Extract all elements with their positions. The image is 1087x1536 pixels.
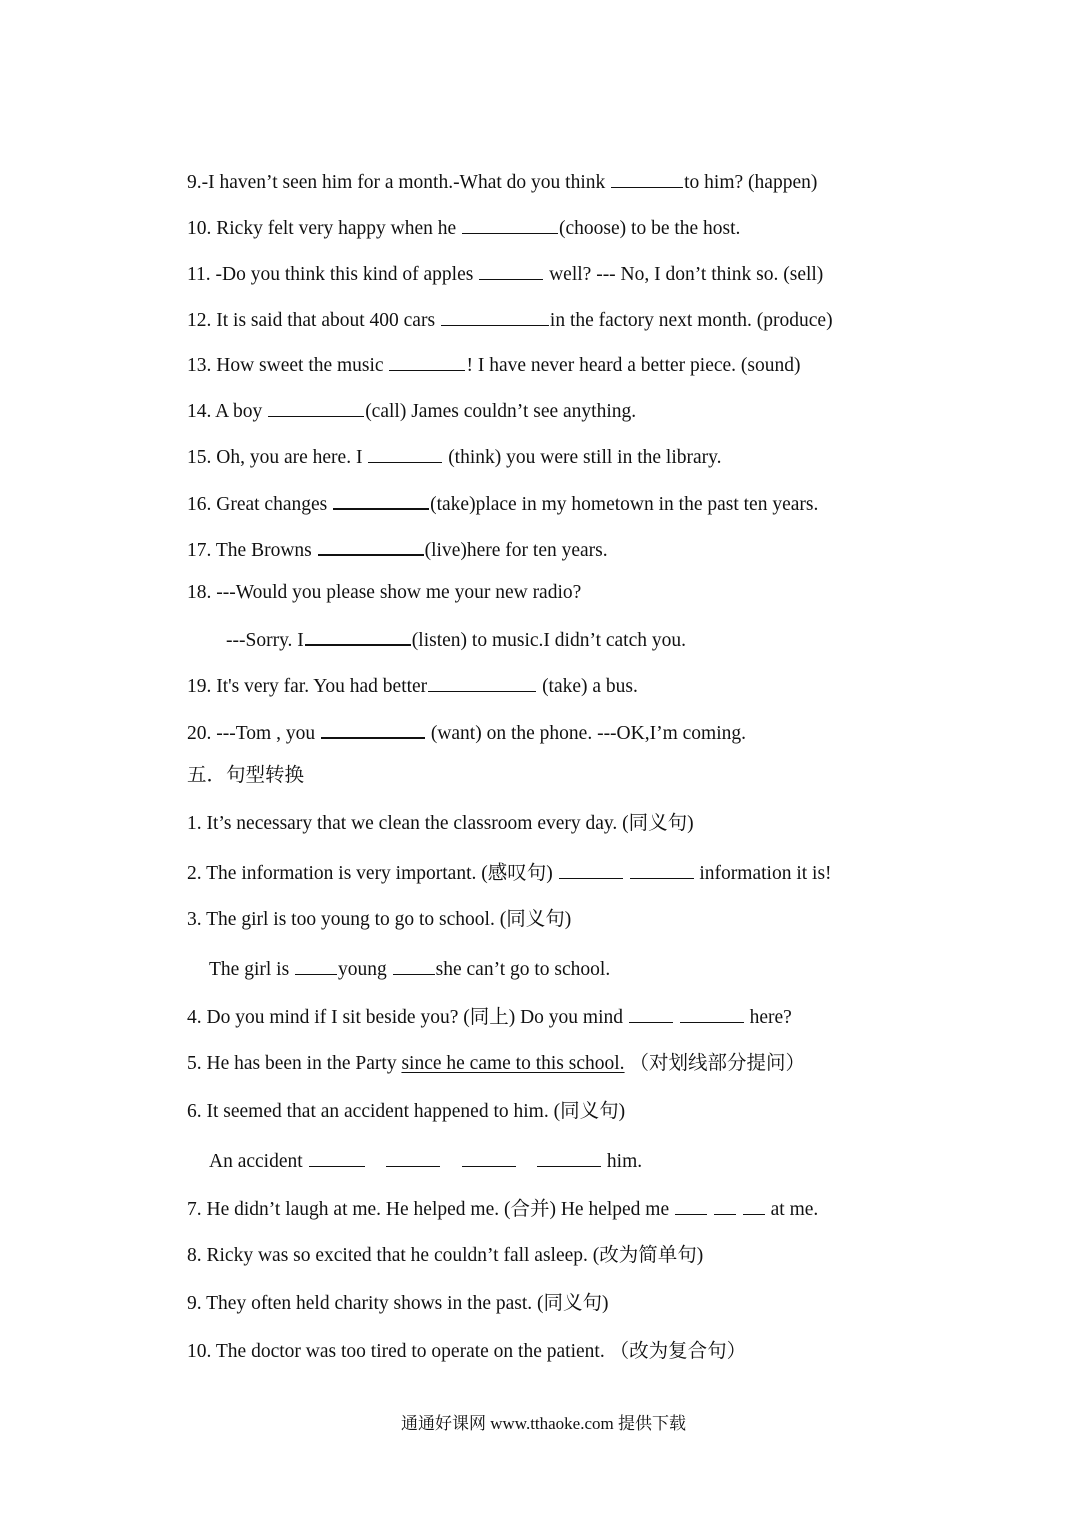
page-footer: 通通好课网 www.tthaoke.com 提供下载 (400, 1414, 687, 1433)
answer-blank[interactable] (462, 215, 558, 234)
question-10: 10. Ricky felt very happy when he (choose) to be the host. (187, 215, 740, 241)
answer-blank[interactable] (368, 444, 442, 463)
question-18-prompt: 18. ---Would you please show me your new radio? (187, 582, 582, 603)
transform-10: 10. The doctor was too tired to operate on the patient. （改为复合句） (187, 1341, 747, 1362)
underlined-phrase: since he came to this school. (401, 1053, 625, 1074)
transform-4: 4. Do you mind if I sit beside you? (同上) Do you mind here? (187, 1004, 792, 1030)
answer-blank[interactable] (305, 626, 411, 646)
transform-9: 9. They often held charity shows in the past. (同义句) (187, 1293, 609, 1314)
answer-blank[interactable] (675, 1196, 707, 1215)
transform-6: 6. It seemed that an accident happened to him. (同义句) (187, 1101, 626, 1122)
transform-7: 7. He didn’t laugh at me. He helped me. (合并) He helped me at me. (187, 1196, 818, 1222)
transform-5: 5. He has been in the Party since he came to this school. （对划线部分提问） (187, 1053, 805, 1074)
question-14: 14. A boy (call) James couldn’t see anything. (187, 398, 636, 424)
question-12: 12. It is said that about 400 cars in the factory next month. (produce) (187, 307, 833, 333)
answer-blank[interactable] (393, 956, 435, 975)
answer-blank[interactable] (428, 673, 536, 692)
answer-blank[interactable] (714, 1196, 736, 1215)
transform-2: 2. The information is very important. (感叹句) information it is! (187, 860, 832, 886)
answer-blank[interactable] (309, 1148, 365, 1167)
answer-blank[interactable] (462, 1148, 516, 1167)
answer-blank[interactable] (559, 860, 623, 879)
answer-blank[interactable] (386, 1148, 440, 1167)
answer-blank[interactable] (680, 1004, 744, 1023)
question-13: 13. How sweet the music ! I have never heard a better piece. (sound) (187, 352, 801, 378)
answer-blank[interactable] (333, 490, 429, 510)
answer-blank[interactable] (743, 1196, 765, 1215)
answer-blank[interactable] (268, 398, 364, 417)
question-17: 17. The Browns (live)here for ten years. (187, 536, 608, 563)
question-11: 11. -Do you think this kind of apples well? --- No, I don’t think so. (sell) (187, 261, 823, 287)
question-20: 20. ---Tom , you (want) on the phone. ---OK,I’m coming. (187, 719, 746, 746)
question-16: 16. Great changes (take)place in my hometown in the past ten years. (187, 490, 818, 517)
answer-blank[interactable] (295, 956, 337, 975)
transform-3-answer: The girl is young she can’t go to school. (209, 956, 610, 982)
transform-8: 8. Ricky was so excited that he couldn’t fall asleep. (改为简单句) (187, 1245, 704, 1266)
question-15: 15. Oh, you are here. I (think) you were still in the library. (187, 444, 721, 470)
section-title: 五．句型转换 (187, 765, 305, 786)
answer-blank[interactable] (630, 860, 694, 879)
answer-blank[interactable] (389, 352, 465, 371)
answer-blank[interactable] (611, 169, 683, 188)
answer-blank[interactable] (537, 1148, 601, 1167)
answer-blank[interactable] (321, 719, 425, 739)
question-19: 19. It's very far. You had better (take) a bus. (187, 673, 638, 699)
answer-blank[interactable] (629, 1004, 673, 1023)
question-18-reply: ---Sorry. I (listen) to music.I didn’t catch you. (226, 626, 686, 653)
question-9: 9.-I haven’t seen him for a month.-What do you think to him? (happen) (187, 169, 817, 195)
answer-blank[interactable] (318, 536, 424, 556)
answer-blank[interactable] (479, 261, 543, 280)
transform-1: 1. It’s necessary that we clean the classroom every day. (同义句) (187, 813, 694, 834)
answer-blank[interactable] (441, 307, 549, 326)
transform-3: 3. The girl is too young to go to school. (同义句) (187, 909, 572, 930)
transform-6-answer: An accident him. (209, 1148, 642, 1174)
